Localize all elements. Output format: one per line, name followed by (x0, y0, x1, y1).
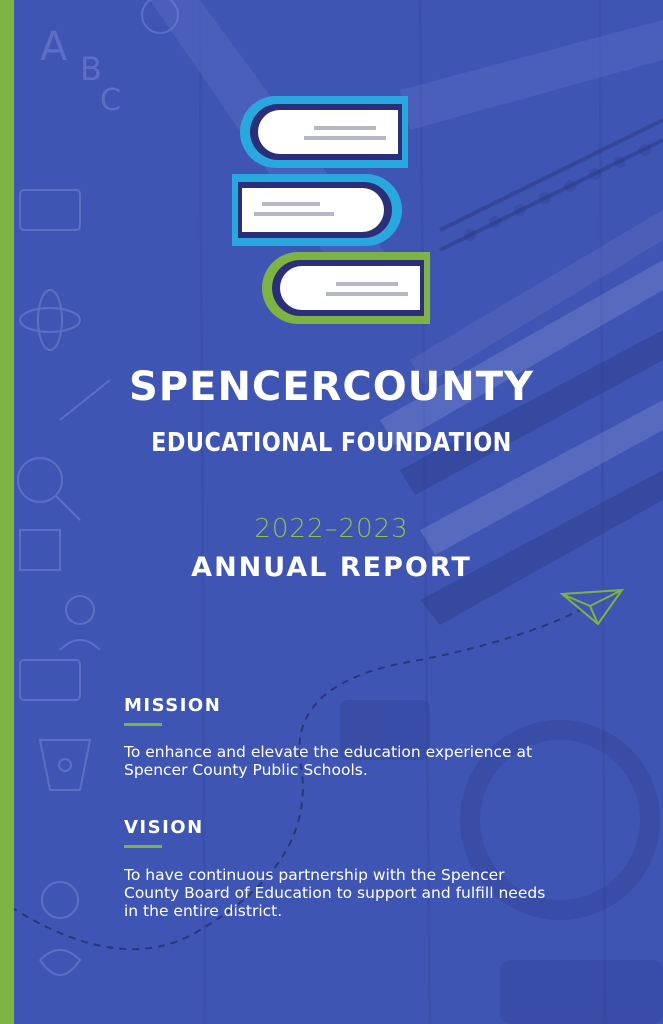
organization-subtitle: EDUCATIONAL FOUNDATION (151, 428, 512, 458)
book-stack-logo (226, 92, 438, 332)
vision-heading: VISION (124, 817, 204, 838)
svg-text:B: B (80, 50, 102, 88)
organization-name: SPENCERCOUNTY (129, 364, 534, 410)
vision-text: To have continuous partnership with the Spencer County Board of Education to support and fulfill needs in the entire district. (124, 866, 546, 920)
vision-rule (124, 845, 162, 848)
mission-rule (124, 723, 162, 726)
svg-text:A: A (40, 24, 68, 70)
mission-heading: MISSION (124, 695, 222, 716)
report-title: ANNUAL REPORT (191, 552, 472, 583)
svg-text:C: C (100, 83, 121, 118)
report-years: 2022–2023 (254, 514, 409, 544)
left-accent-stripe (0, 0, 14, 1024)
mission-text: To enhance and elevate the education experience at Spencer County Public Schools. (124, 743, 533, 779)
